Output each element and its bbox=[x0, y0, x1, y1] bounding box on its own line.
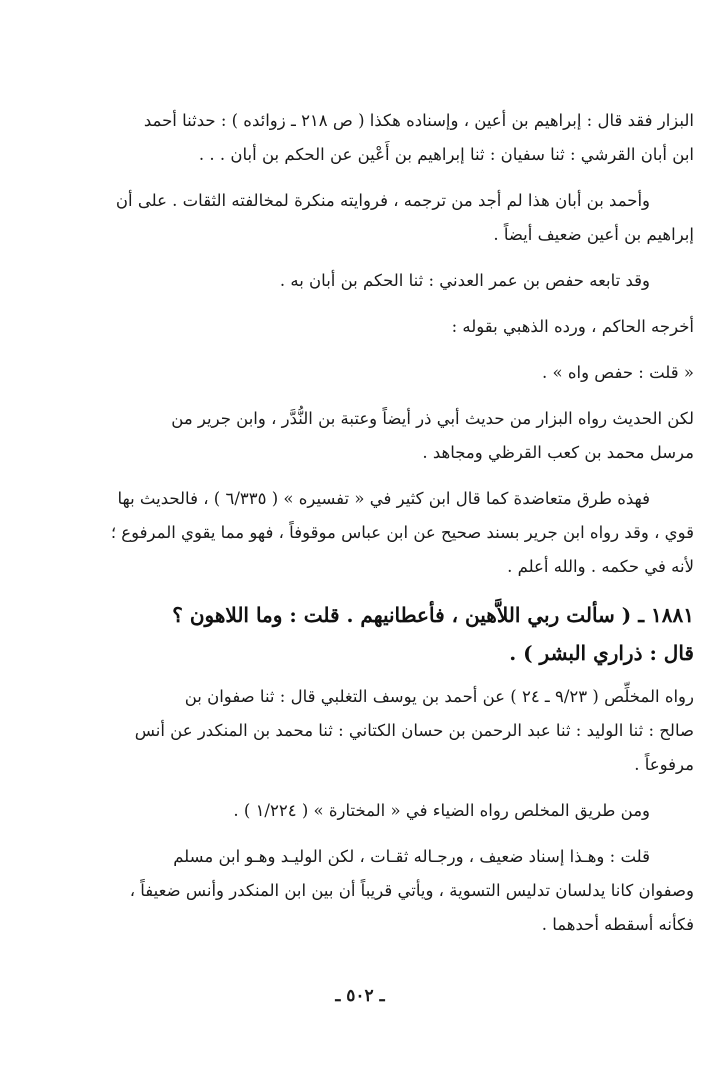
paragraph-1 bbox=[26, 104, 694, 172]
text-line: البزار فقد قال : إبراهيم بن أعين ، وإسناده هكذا ( ص ٢١٨ ـ زوائده ) : حدثنا أحمد bbox=[143, 111, 694, 130]
page-number: ـ ٥٠٢ ـ bbox=[335, 986, 385, 1006]
paragraph-8 bbox=[26, 680, 694, 782]
text-line: مرفوعاً . bbox=[634, 755, 694, 774]
text-line: صالح : ثنا الوليد : ثنا عبد الرحمن بن حسان الكتاني : ثنا محمد بن المنكدر عن أنس bbox=[134, 721, 694, 740]
text-line: فهذه طرق متعاضدة كما قال ابن كثير في « تفسيره » ( ٦/٣٣٥ ) ، فالحديث بها bbox=[117, 489, 650, 508]
text-line: قوي ، وقد رواه ابن جرير بسند صحيح عن ابن عباس موقوفاً ، فهو مما يقوي المرفوع ؛ bbox=[110, 523, 694, 542]
paragraph-5 bbox=[26, 356, 694, 390]
paragraph-10 bbox=[26, 840, 694, 942]
text-line: قلت : وهـذا إسناد ضعيف ، ورجـاله ثقـات ، لكن الوليـد وهـو ابن مسلم bbox=[173, 847, 650, 866]
page-body bbox=[26, 104, 694, 954]
text-line: لكن الحديث رواه البزار من حديث أبي ذر أيضاً وعتبة بن النُّدَّر ، وابن جرير من bbox=[171, 409, 694, 428]
text-line: إبراهيم بن أعين ضعيف أيضاً . bbox=[493, 225, 694, 244]
hadith-line: قال : ذراري البشر ) . bbox=[509, 641, 694, 665]
text-line: مرسل محمد بن كعب القرظي ومجاهد . bbox=[422, 443, 694, 462]
paragraph-3 bbox=[26, 264, 694, 298]
text-line: وقد تابعه حفص بن عمر العدني : ثنا الحكم بن أبان به . bbox=[279, 271, 650, 290]
text-line: وصفوان كانا يدلسان تدليس التسوية ، ويأتي قريباً أن بين ابن المنكدر وأنس ضعيفاً ، bbox=[129, 881, 694, 900]
hadith-line: ١٨٨١ ـ ( سألت ربي اللاَّهين ، فأعطانيهم . قلت : وما اللاهون ؟ bbox=[172, 603, 694, 627]
text-line: « قلت : حفص واه » . bbox=[542, 363, 694, 382]
text-line: فكأنه أسقطه أحدهما . bbox=[541, 915, 694, 934]
paragraph-7 bbox=[26, 482, 694, 584]
text-line: لأنه في حكمه . والله أعلم . bbox=[507, 557, 694, 576]
hadith-heading bbox=[26, 596, 694, 672]
text-line: رواه المخلِّص ( ٩/٢٣ ـ ٢٤ ) عن أحمد بن يوسف التغلبي قال : ثنا صفوان بن bbox=[184, 687, 694, 706]
text-line: أخرجه الحاكم ، ورده الذهبي بقوله : bbox=[451, 317, 694, 336]
paragraph-9 bbox=[26, 794, 694, 828]
paragraph-4 bbox=[26, 310, 694, 344]
text-line: وأحمد بن أبان هذا لم أجد من ترجمه ، فروايته منكرة لمخالفته الثقات . على أن bbox=[115, 191, 650, 210]
paragraph-2 bbox=[26, 184, 694, 252]
text-line: ومن طريق المخلص رواه الضياء في « المختارة » ( ١/٢٢٤ ) . bbox=[233, 801, 650, 820]
text-line: ابن أبان القرشي : ثنا سفيان : ثنا إبراهيم بن أَعْين عن الحكم بن أبان . . . bbox=[198, 145, 694, 164]
paragraph-6 bbox=[26, 402, 694, 470]
